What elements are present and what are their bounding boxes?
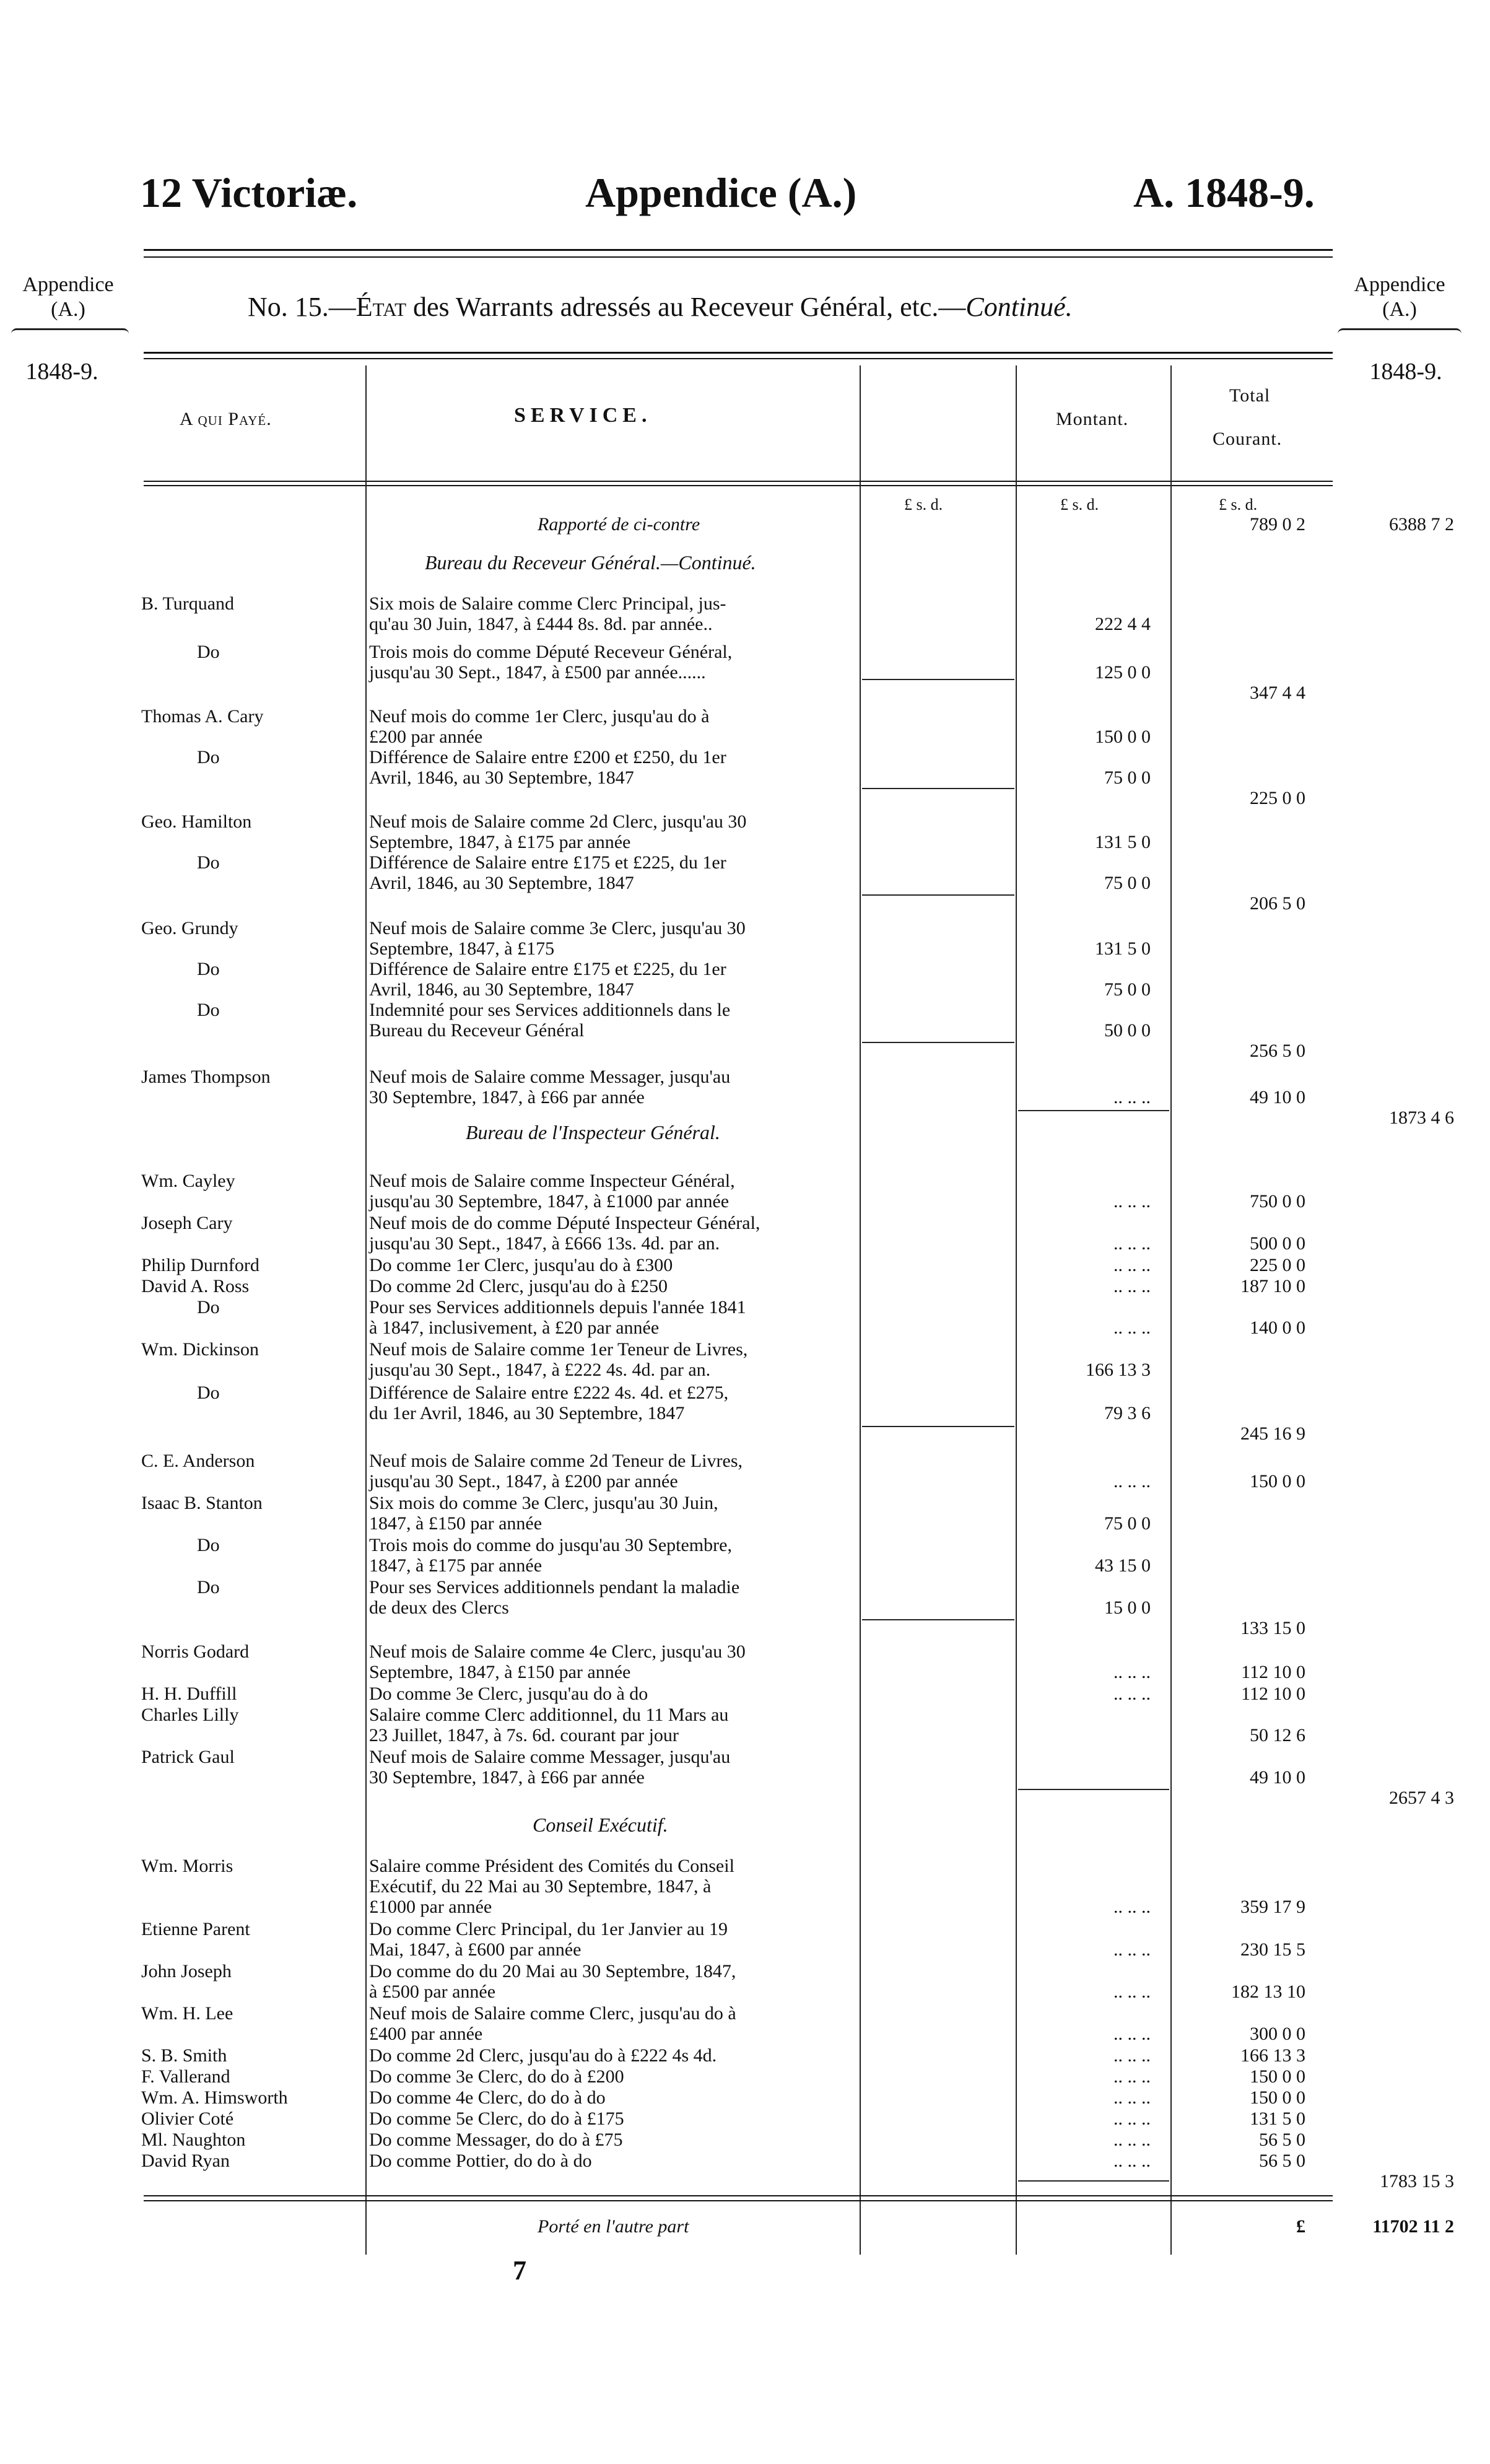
sub-amount: .. .. .. [1113, 2045, 1151, 2066]
sub-amount: 131 5 0 [1095, 832, 1151, 852]
service-description: Neuf mois de do comme Député Inspecteur Général, jusqu'au 30 Sept., 1847, à £666 13s. 4d. par an. [369, 1213, 760, 1254]
amount: 112 10 0 [1241, 1684, 1305, 1704]
payee: B. Turquand [141, 593, 235, 614]
payee: Wm. Cayley [141, 1171, 235, 1191]
service-description: Différence de Salaire entre £175 et £225, du 1er Avril, 1846, au 30 Septembre, 1847 [369, 959, 726, 1000]
payee: James Thompson [141, 1067, 271, 1087]
payee: Ml. Naughton [141, 2130, 246, 2150]
service-description: Neuf mois do comme 1er Clerc, jusqu'au do à £200 par année [369, 706, 710, 747]
sub-amount: 125 0 0 [1095, 662, 1151, 683]
amount-rule [1018, 2180, 1169, 2182]
payee: Geo. Grundy [141, 918, 238, 938]
service-description: Salaire comme Clerc additionnel, du 11 Mars au 23 Juillet, 1847, à 7s. 6d. courant par jour [369, 1705, 729, 1745]
service-description: Do comme 5e Clerc, do do à £175 [369, 2108, 624, 2129]
sub-amount: 150 0 0 [1095, 727, 1151, 747]
payee: Do [197, 747, 220, 767]
title-prefix: No. 15.— [248, 292, 356, 322]
payee: C. E. Anderson [141, 1451, 255, 1471]
subtotal-rule [862, 894, 1014, 896]
payee: John Joseph [141, 1961, 232, 1981]
amount: 300 0 0 [1250, 2024, 1305, 2044]
payee: Do [197, 1297, 220, 1317]
payee: Charles Lilly [141, 1705, 239, 1725]
total: 1783 15 3 [1380, 2171, 1454, 2191]
service-description: Six mois de Salaire comme Clerc Principal, jus- qu'au 30 Juin, 1847, à £444 8s. 8d. par année.. [369, 593, 726, 634]
sub-amount: 222 4 4 [1095, 614, 1151, 634]
sub-amount: .. .. .. [1113, 1939, 1151, 1960]
service-description: Neuf mois de Salaire comme Inspecteur Général, jusqu'au 30 Septembre, 1847, à £1000 par année [369, 1171, 735, 1212]
payee: Do [197, 1577, 220, 1597]
header-rule-bottom [144, 256, 1333, 258]
payee: Wm. Morris [141, 1856, 233, 1876]
amount: 133 15 0 [1240, 1618, 1305, 1638]
section-heading-inspecteur: Bureau de l'Inspecteur Général. [466, 1121, 720, 1143]
amount: 347 4 4 [1250, 683, 1305, 703]
title-continued: Continué. [965, 292, 1073, 322]
payee: Patrick Gaul [141, 1747, 235, 1767]
column-header-total-2: Courant. [1213, 429, 1283, 449]
amount: 49 10 0 [1250, 1767, 1305, 1788]
margin-right-brace [1338, 328, 1462, 334]
service-description: Neuf mois de Salaire comme 2d Teneur de Livres, jusqu'au 30 Sept., 1847, à £200 par année [369, 1451, 743, 1492]
amount: 245 16 9 [1240, 1423, 1305, 1444]
sub-amount: .. .. .. [1113, 2108, 1151, 2129]
payee: David Ryan [141, 2151, 230, 2171]
sub-amount: .. .. .. [1113, 2087, 1151, 2108]
sub-amount: .. .. .. [1113, 1233, 1151, 1254]
amount: 750 0 0 [1250, 1191, 1305, 1212]
payee: Do [197, 852, 220, 873]
service-description: Salaire comme Président des Comités du Conseil Exécutif, du 22 Mai au 30 Septembre, 1847, à £1000 par année [369, 1856, 734, 1917]
amount: 49 10 0 [1250, 1087, 1305, 1107]
payee: David A. Ross [141, 1276, 250, 1296]
payee: Do [197, 1535, 220, 1555]
payee: H. H. Duffill [141, 1684, 237, 1704]
payee: Wm. H. Lee [141, 2003, 233, 2024]
header-right: A. 1848-9. [1133, 169, 1315, 216]
sub-amount: .. .. .. [1113, 1471, 1151, 1492]
payee: Joseph Cary [141, 1213, 233, 1233]
units-sub: £ s. d. [904, 496, 943, 513]
amount: 50 12 6 [1250, 1725, 1305, 1745]
title-main: des Warrants adressés au Receveur Général, etc.— [406, 292, 966, 322]
service-description: Do comme 4e Clerc, do do à do [369, 2087, 606, 2108]
margin-left-sub: (A.) [51, 298, 85, 321]
sub-amount: .. .. .. [1113, 1087, 1151, 1107]
payee: Do [197, 959, 220, 979]
sub-amount: 75 0 0 [1104, 979, 1151, 1000]
units-tot: £ s. d. [1219, 496, 1258, 513]
carried-from-label: Rapporté de ci-contre [538, 514, 700, 535]
sub-amount: .. .. .. [1113, 1191, 1151, 1212]
amount-rule [1018, 1789, 1169, 1790]
subtotal-rule [862, 679, 1014, 680]
subtotal-rule [862, 1042, 1014, 1043]
payee: Philip Durnford [141, 1255, 259, 1275]
margin-left-year: 1848-9. [25, 359, 98, 385]
service-description: Trois mois do comme Député Receveur Général, jusqu'au 30 Sept., 1847, à £500 par année...... [369, 642, 733, 683]
amount: 225 0 0 [1250, 1255, 1305, 1275]
sub-amount: 75 0 0 [1104, 767, 1151, 788]
service-description: Do comme 3e Clerc, jusqu'au do à do [369, 1684, 648, 1704]
payee: Etienne Parent [141, 1919, 250, 1939]
sub-amount: .. .. .. [1113, 2130, 1151, 2150]
amount: 206 5 0 [1250, 893, 1305, 914]
payee: Olivier Coté [141, 2108, 234, 2129]
sub-amount: .. .. .. [1113, 2151, 1151, 2171]
service-description: Trois mois do comme do jusqu'au 30 Septembre, 1847, à £175 par année [369, 1535, 732, 1576]
payee: Isaac B. Stanton [141, 1493, 263, 1513]
subtotal-rule [862, 1619, 1014, 1620]
column-header-rule-2 [144, 485, 1333, 486]
service-description: Indemnité pour ses Services additionnels dans le Bureau du Receveur Général [369, 1000, 731, 1041]
amount: 150 0 0 [1250, 1471, 1305, 1492]
service-description: Neuf mois de Salaire comme Messager, jusqu'au 30 Septembre, 1847, à £66 par année [369, 1747, 731, 1788]
service-description: Do comme Messager, do do à £75 [369, 2130, 623, 2150]
payee: Thomas A. Cary [141, 706, 264, 727]
service-description: Do comme Pottier, do do à do [369, 2151, 592, 2171]
column-header-montant: Montant. [1056, 409, 1129, 429]
margin-left-brace [11, 328, 129, 334]
sub-amount: .. .. .. [1113, 1662, 1151, 1682]
service-description: Do comme Clerc Principal, du 1er Janvier au 19 Mai, 1847, à £600 par année [369, 1919, 728, 1960]
units-amt: £ s. d. [1060, 496, 1099, 513]
table-top-rule [144, 352, 1333, 354]
header-rule-top [144, 249, 1333, 251]
payee: Norris Godard [141, 1641, 250, 1662]
amount: 182 13 10 [1231, 1981, 1305, 2002]
service-description: Six mois do comme 3e Clerc, jusqu'au 30 Juin, 1847, à £150 par année [369, 1493, 718, 1534]
payee: Wm. A. Himsworth [141, 2087, 288, 2108]
section-heading-receveur: Bureau du Receveur Général.—Continué. [425, 551, 756, 574]
payee: Do [197, 642, 220, 662]
title-etat: État [355, 292, 406, 322]
amount: 225 0 0 [1250, 788, 1305, 808]
service-description: Do comme 1er Clerc, jusqu'au do à £300 [369, 1255, 673, 1275]
service-description: Do comme 2d Clerc, jusqu'au do à £222 4s 4d. [369, 2045, 717, 2066]
amount: 150 0 0 [1250, 2066, 1305, 2087]
amount: 187 10 0 [1240, 1276, 1305, 1296]
sub-amount: .. .. .. [1113, 1897, 1151, 1917]
amount: 56 5 0 [1259, 2130, 1305, 2150]
margin-right-sub: (A.) [1382, 298, 1417, 321]
section-heading-conseil: Conseil Exécutif. [533, 1814, 668, 1836]
sub-amount: 43 15 0 [1095, 1555, 1151, 1576]
carried-to-label: Porté en l'autre part [538, 2216, 689, 2237]
service-description: Neuf mois de Salaire comme 3e Clerc, jusqu'au 30 Septembre, 1847, à £175 [369, 918, 746, 959]
page-number: 7 [513, 2255, 526, 2286]
column-header-payee: A qui Payé. [180, 409, 272, 429]
sub-amount: 50 0 0 [1104, 1020, 1151, 1041]
column-header-service: SERVICE. [514, 404, 652, 427]
header-left: 12 Victoriæ. [140, 169, 358, 216]
total: 2657 4 3 [1389, 1788, 1454, 1808]
sub-amount: 75 0 0 [1104, 1513, 1151, 1534]
amount: 230 15 5 [1240, 1939, 1305, 1960]
carried-to-total: 11702 11 2 [1372, 2216, 1454, 2237]
table-bottom-rule [144, 2195, 1333, 2196]
amount: 112 10 0 [1241, 1662, 1305, 1682]
sub-amount: .. .. .. [1113, 2024, 1151, 2044]
header-center: Appendice (A.) [585, 169, 857, 216]
margin-right-year: 1848-9. [1369, 359, 1442, 385]
payee: Geo. Hamilton [141, 811, 252, 832]
document-title [248, 291, 1073, 323]
column-header-total-1: Total [1229, 385, 1271, 406]
subtotal-rule [862, 788, 1014, 789]
margin-left-label: Appendice [22, 273, 114, 296]
column-header-rule [144, 481, 1333, 482]
sub-amount: 166 13 3 [1086, 1360, 1151, 1380]
amount: 256 5 0 [1250, 1041, 1305, 1061]
service-description: Neuf mois de Salaire comme 2d Clerc, jusqu'au 30 Septembre, 1847, à £175 par année [369, 811, 747, 852]
payee: S. B. Smith [141, 2045, 227, 2066]
amount-rule [1018, 1110, 1169, 1111]
carried-from-total: 6388 7 2 [1389, 514, 1454, 535]
payee: Do [197, 1000, 220, 1020]
payee: Wm. Dickinson [141, 1339, 259, 1360]
payee: Do [197, 1383, 220, 1403]
service-description: Différence de Salaire entre £175 et £225, du 1er Avril, 1846, au 30 Septembre, 1847 [369, 852, 726, 893]
service-description: Pour ses Services additionnels pendant la maladie de deux des Clercs [369, 1577, 740, 1618]
service-description: Neuf mois de Salaire comme Messager, jusqu'au 30 Septembre, 1847, à £66 par année [369, 1067, 731, 1107]
sub-amount: .. .. .. [1113, 1684, 1151, 1704]
table-bottom-rule-2 [144, 2200, 1333, 2201]
amount: 140 0 0 [1250, 1317, 1305, 1338]
service-description: Neuf mois de Salaire comme 4e Clerc, jusqu'au 30 Septembre, 1847, à £150 par année [369, 1641, 746, 1682]
amount: 131 5 0 [1250, 2108, 1305, 2129]
sub-amount: .. .. .. [1113, 1255, 1151, 1275]
sub-amount: .. .. .. [1113, 2066, 1151, 2087]
amount: 359 17 9 [1240, 1897, 1305, 1917]
sub-amount: .. .. .. [1113, 1317, 1151, 1338]
sub-amount: .. .. .. [1113, 1276, 1151, 1296]
sub-amount: 79 3 6 [1104, 1403, 1151, 1423]
carried-from-montant: 789 0 2 [1250, 514, 1305, 535]
service-description: Différence de Salaire entre £200 et £250, du 1er Avril, 1846, au 30 Septembre, 1847 [369, 747, 726, 788]
amount: 56 5 0 [1259, 2151, 1305, 2171]
service-description: Do comme 2d Clerc, jusqu'au do à £250 [369, 1276, 668, 1296]
service-description: Différence de Salaire entre £222 4s. 4d. et £275, du 1er Avril, 1846, au 30 Septembre, 1847 [369, 1383, 729, 1423]
subtotal-rule [862, 1426, 1014, 1427]
sub-amount: .. .. .. [1113, 1981, 1151, 2002]
amount: 500 0 0 [1250, 1233, 1305, 1254]
service-description: Do comme 3e Clerc, do do à £200 [369, 2066, 624, 2087]
table-top-rule-2 [144, 358, 1333, 359]
sub-amount: 131 5 0 [1095, 938, 1151, 959]
service-description: Do comme do du 20 Mai au 30 Septembre, 1847, à £500 par année [369, 1961, 736, 2002]
amount: 166 13 3 [1240, 2045, 1305, 2066]
margin-right-label: Appendice [1354, 273, 1445, 296]
service-description: Neuf mois de Salaire comme 1er Teneur de Livres, jusqu'au 30 Sept., 1847, à £222 4s. 4d. par an. [369, 1339, 748, 1380]
payee: F. Vallerand [141, 2066, 230, 2087]
carried-to-currency: £ [1296, 2216, 1305, 2237]
service-description: Pour ses Services additionnels depuis l'année 1841 à 1847, inclusivement, à £20 par année [369, 1297, 746, 1338]
sub-amount: 75 0 0 [1104, 873, 1151, 893]
service-description: Neuf mois de Salaire comme Clerc, jusqu'au do à £400 par année [369, 2003, 736, 2044]
sub-amount: 15 0 0 [1104, 1597, 1151, 1618]
amount: 150 0 0 [1250, 2087, 1305, 2108]
total: 1873 4 6 [1389, 1107, 1454, 1128]
